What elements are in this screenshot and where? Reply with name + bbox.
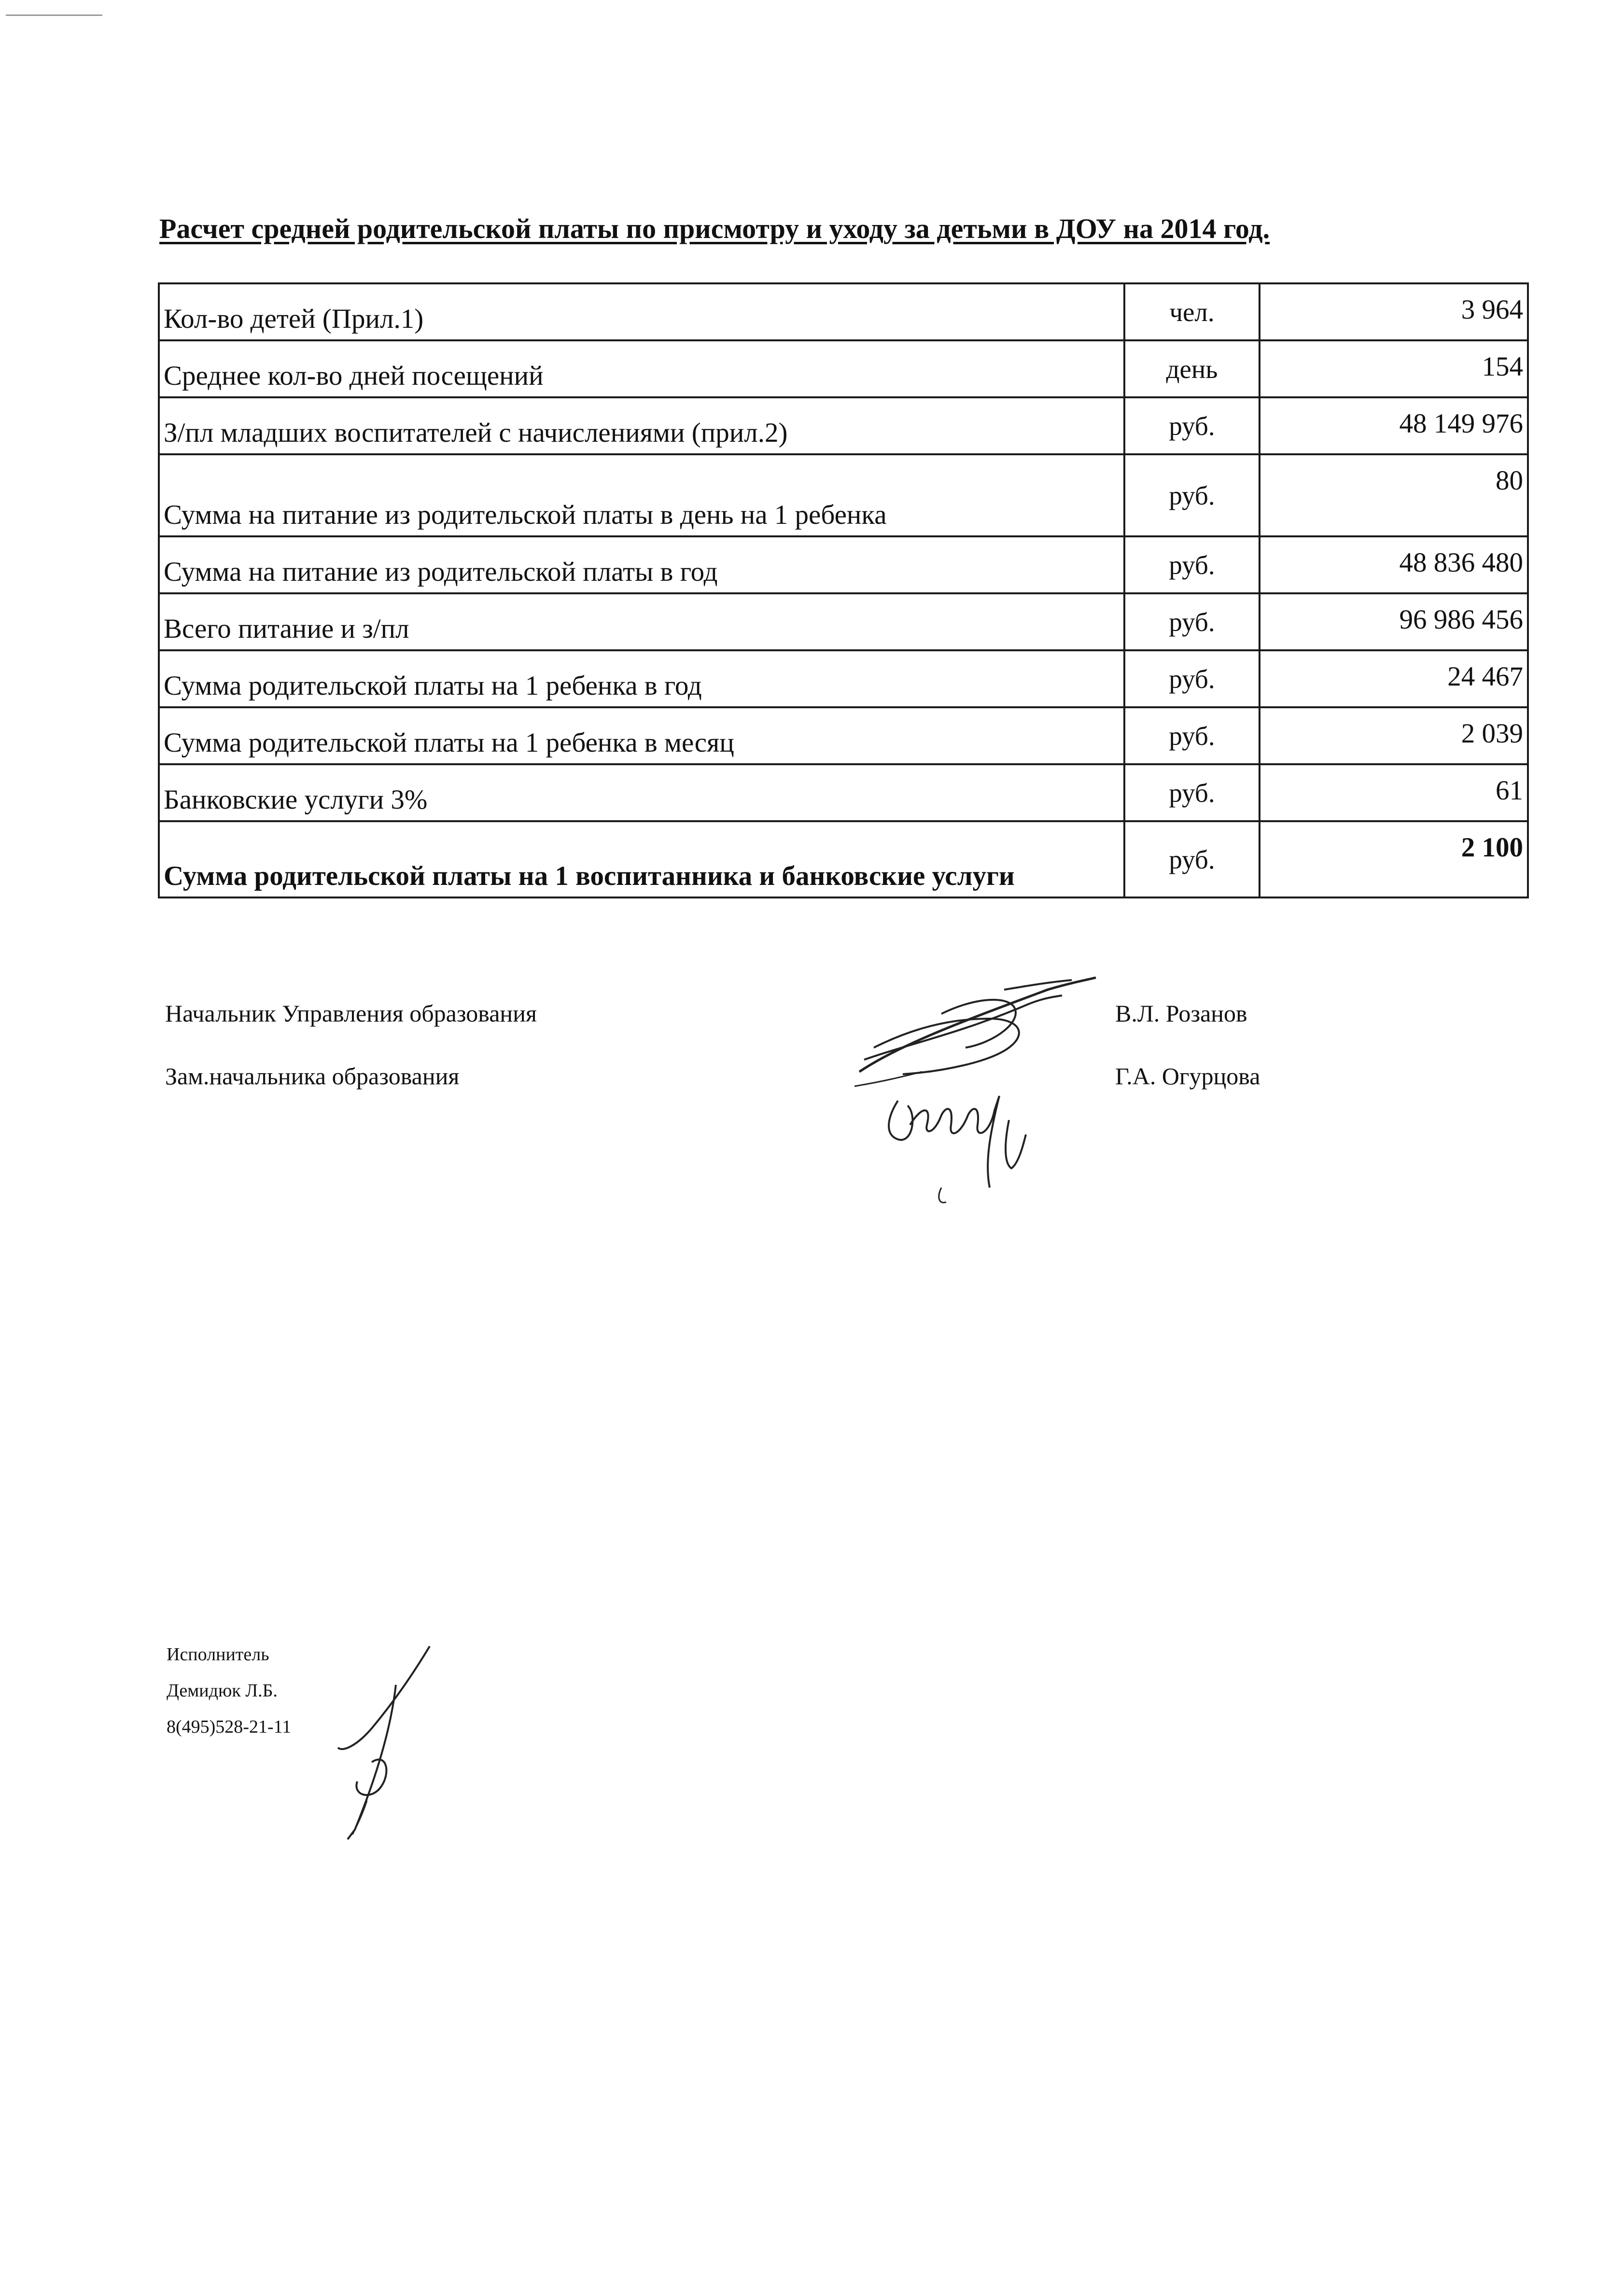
row-value: 96 986 456 bbox=[1260, 593, 1528, 650]
executor-label: Исполнитель bbox=[167, 1644, 269, 1665]
row-unit: руб. bbox=[1124, 397, 1260, 454]
row-unit: руб. bbox=[1124, 593, 1260, 650]
table-row-total bbox=[159, 821, 1528, 897]
executor-phone: 8(495)528-21-11 bbox=[167, 1717, 292, 1737]
row-value: 2 039 bbox=[1260, 707, 1528, 764]
row-name: Сумма родительской платы на 1 воспитанника и банковские услуги bbox=[159, 821, 1124, 897]
table-row bbox=[159, 454, 1528, 536]
handwritten-signatures-image bbox=[845, 961, 1115, 1212]
calculation-table bbox=[158, 282, 1529, 898]
document-title: Расчет средней родительской платы по присмотру и уходу за детьми в ДОУ на 2014 год. bbox=[159, 213, 1270, 244]
row-value: 48 836 480 bbox=[1260, 536, 1528, 593]
row-name: Сумма на питание из родительской платы в день на 1 ребенка bbox=[159, 454, 1124, 536]
row-unit: день bbox=[1124, 340, 1260, 397]
row-name: Кол-во детей (Прил.1) bbox=[159, 283, 1124, 340]
table-row bbox=[159, 536, 1528, 593]
row-unit: руб. bbox=[1124, 707, 1260, 764]
head-name: В.Л. Розанов bbox=[1115, 1000, 1247, 1027]
table-row bbox=[159, 283, 1528, 340]
row-unit: руб. bbox=[1124, 536, 1260, 593]
deputy-name: Г.А. Огурцова bbox=[1115, 1063, 1260, 1090]
deputy-position: Зам.начальника образования bbox=[165, 1063, 460, 1090]
row-unit: чел. bbox=[1124, 283, 1260, 340]
row-name: Всего питание и з/пл bbox=[159, 593, 1124, 650]
row-name: Среднее кол-во дней посещений bbox=[159, 340, 1124, 397]
table-row bbox=[159, 650, 1528, 707]
executor-signature-image bbox=[309, 1641, 444, 1844]
row-name: Банковские услуги 3% bbox=[159, 764, 1124, 821]
row-name: З/пл младших воспитателей с начислениями (прил.2) bbox=[159, 397, 1124, 454]
scan-edge-mark bbox=[6, 14, 102, 16]
row-value: 154 bbox=[1260, 340, 1528, 397]
row-name: Сумма на питание из родительской платы в год bbox=[159, 536, 1124, 593]
row-value: 3 964 bbox=[1260, 283, 1528, 340]
row-unit: руб. bbox=[1124, 454, 1260, 536]
table-row bbox=[159, 707, 1528, 764]
row-value: 80 bbox=[1260, 454, 1528, 536]
row-value: 24 467 bbox=[1260, 650, 1528, 707]
table-row bbox=[159, 340, 1528, 397]
table-row bbox=[159, 397, 1528, 454]
table-row bbox=[159, 764, 1528, 821]
row-value: 2 100 bbox=[1260, 821, 1528, 897]
row-name: Сумма родительской платы на 1 ребенка в месяц bbox=[159, 707, 1124, 764]
executor-name: Демидюк Л.Б. bbox=[167, 1681, 278, 1701]
row-name: Сумма родительской платы на 1 ребенка в год bbox=[159, 650, 1124, 707]
row-unit: руб. bbox=[1124, 650, 1260, 707]
row-value: 61 bbox=[1260, 764, 1528, 821]
row-unit: руб. bbox=[1124, 821, 1260, 897]
head-position: Начальник Управления образования bbox=[165, 1000, 537, 1027]
row-unit: руб. bbox=[1124, 764, 1260, 821]
row-value: 48 149 976 bbox=[1260, 397, 1528, 454]
table-row bbox=[159, 593, 1528, 650]
